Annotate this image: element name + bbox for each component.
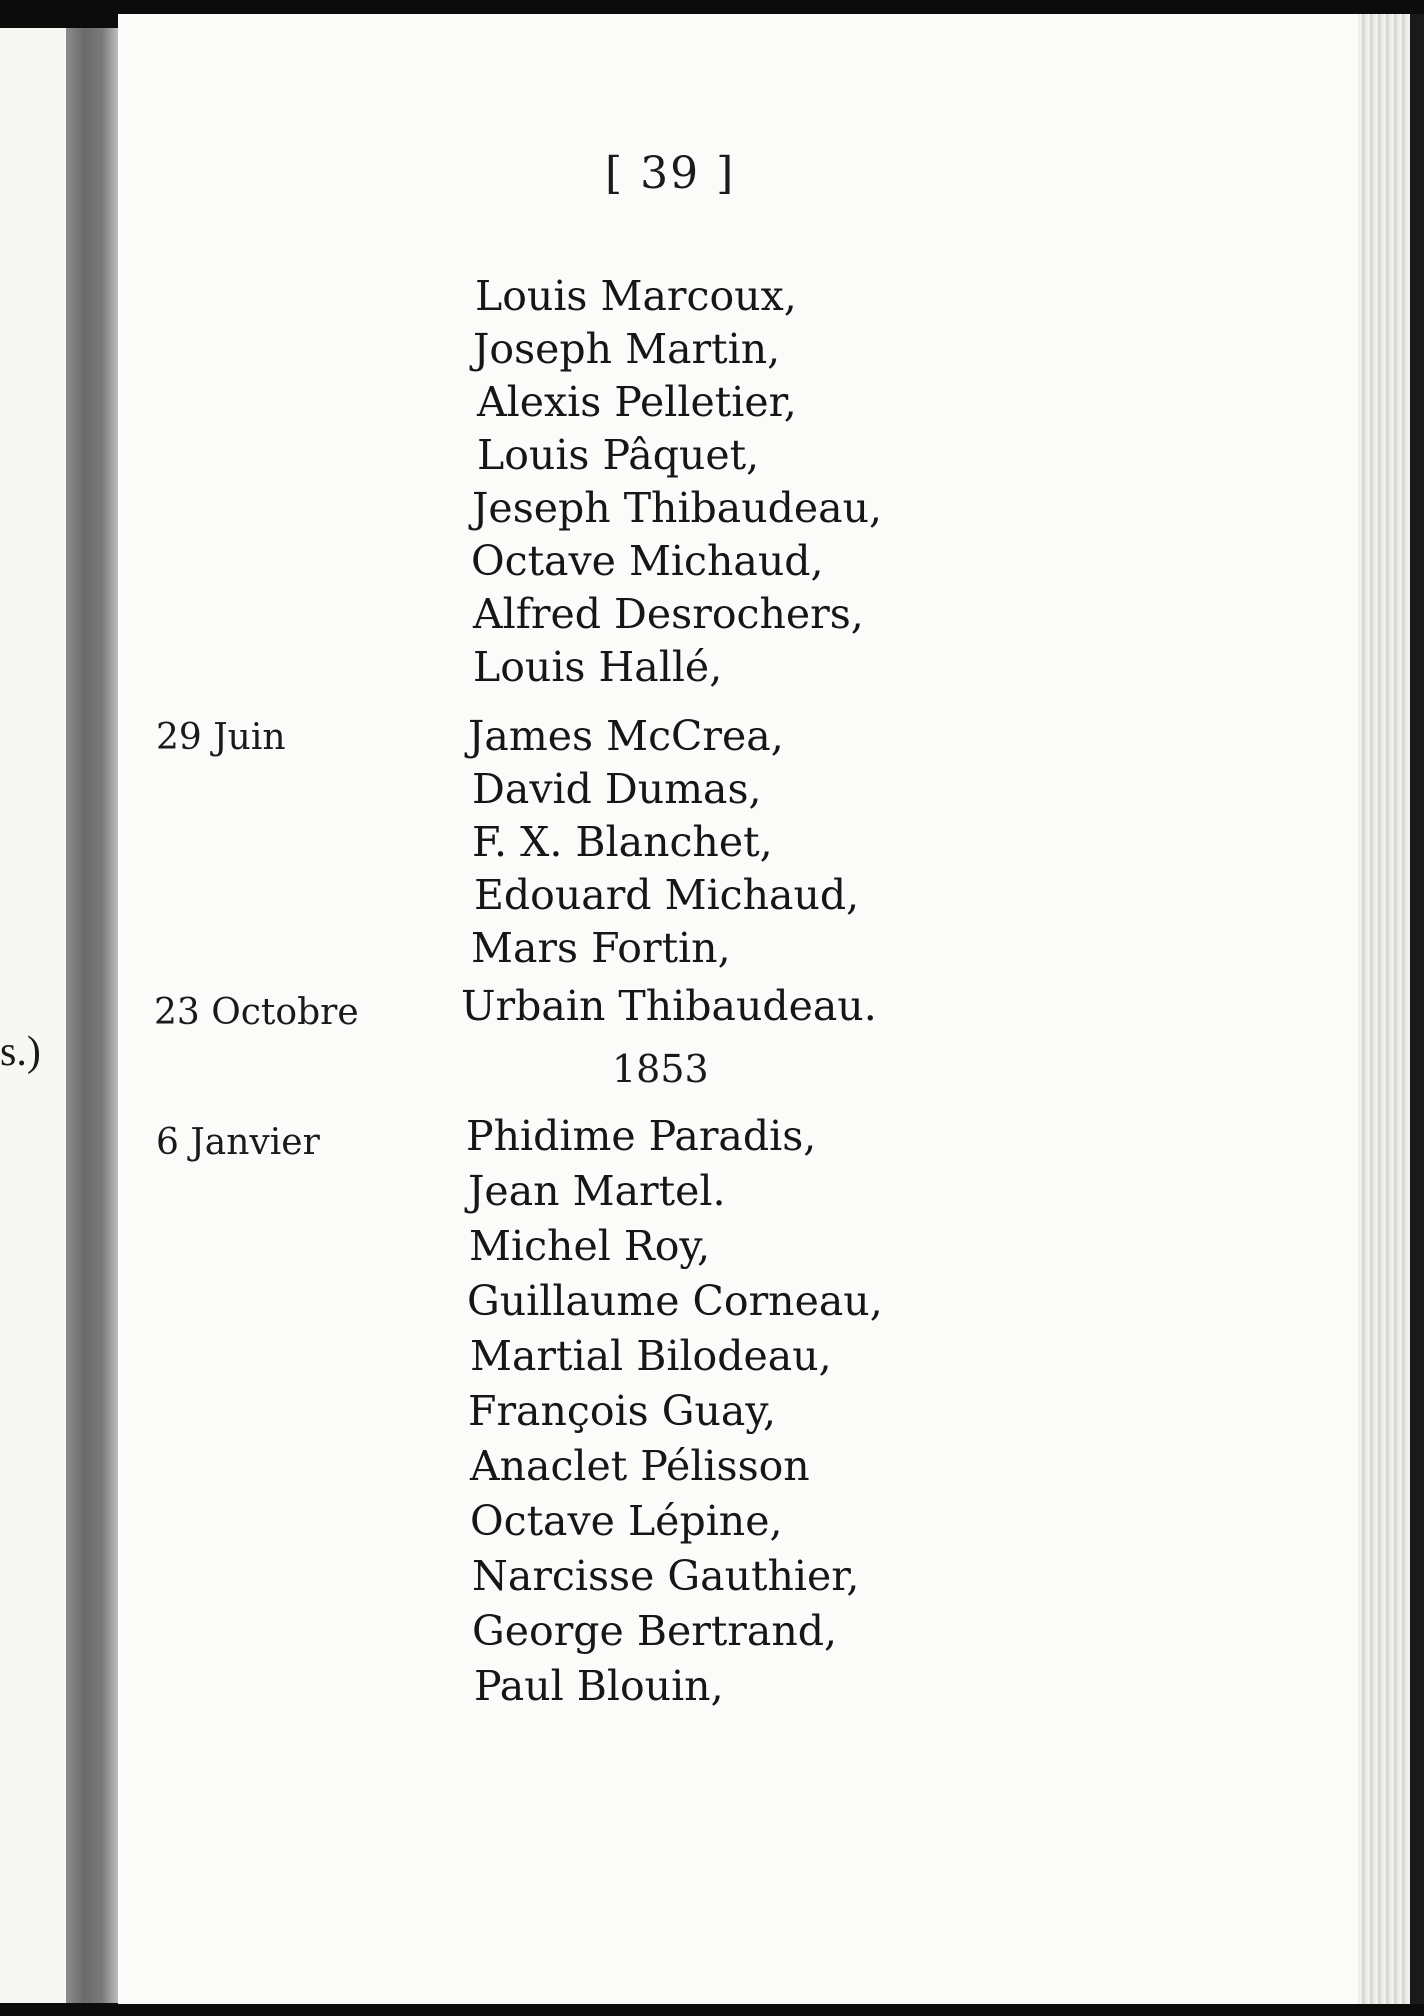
name-line: Octave Michaud, xyxy=(471,537,824,585)
date-label: 23 Octobre xyxy=(154,992,359,1033)
page-number: [ 39 ] xyxy=(605,148,736,199)
left-page-text-fragment: s.) xyxy=(0,1029,41,1075)
name-line: James McCrea, xyxy=(468,712,784,760)
name-line: Urbain Thibaudeau. xyxy=(461,982,877,1030)
name-line: Joseph Martin, xyxy=(473,325,781,373)
name-line: Jean Martel. xyxy=(468,1167,726,1215)
page-edges xyxy=(1358,14,1410,2004)
name-line: Edouard Michaud, xyxy=(474,871,860,919)
name-line: David Dumas, xyxy=(472,765,762,813)
name-line: Louis Pâquet, xyxy=(477,431,760,479)
date-label: 29 Juin xyxy=(156,717,286,758)
scan-border xyxy=(1410,14,1424,2004)
name-line: Anaclet Pélisson xyxy=(470,1442,810,1490)
name-line: François Guay, xyxy=(468,1387,777,1435)
name-line: Paul Blouin, xyxy=(474,1662,724,1710)
name-line: Jeseph Thibaudeau, xyxy=(472,484,883,532)
name-line: Phidime Paradis, xyxy=(466,1112,817,1160)
left-page xyxy=(0,28,66,2003)
name-line: Louis Hallé, xyxy=(473,643,723,691)
name-line: Octave Lépine, xyxy=(470,1497,783,1545)
name-line: Narcisse Gauthier, xyxy=(472,1552,860,1600)
date-label: 6 Janvier xyxy=(156,1122,320,1163)
name-line: Louis Marcoux, xyxy=(475,272,797,320)
name-line: Mars Fortin, xyxy=(471,924,731,972)
name-line: Michel Roy, xyxy=(469,1222,711,1270)
name-line: Alfred Desrochers, xyxy=(473,590,864,638)
book-gutter xyxy=(66,28,118,2003)
name-line: Martial Bilodeau, xyxy=(470,1332,832,1380)
name-line: George Bertrand, xyxy=(472,1607,838,1655)
name-line: Guillaume Corneau, xyxy=(467,1277,883,1325)
year-heading: 1853 xyxy=(612,1047,709,1091)
name-line: F. X. Blanchet, xyxy=(472,818,773,866)
name-line: Alexis Pelletier, xyxy=(477,378,797,426)
